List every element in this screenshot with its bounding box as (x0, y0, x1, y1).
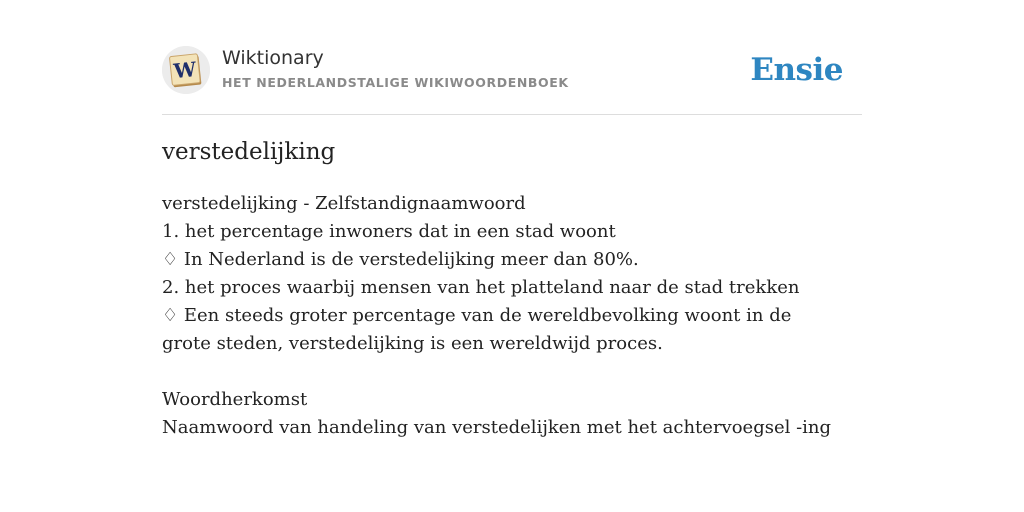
entry-word-class-line: verstedelijking - Zelfstandignaamwoord (162, 193, 526, 214)
entry-title: verstedelijking (162, 139, 336, 165)
site-header (162, 46, 862, 115)
etymology-heading: Woordherkomst (162, 389, 308, 410)
etymology-text: Naamwoord van handeling van verstedelijken met het achtervoegsel -ing (162, 417, 832, 438)
site-logo[interactable] (162, 46, 210, 94)
spacer (162, 358, 842, 386)
site-name[interactable]: Wiktionary (222, 47, 324, 69)
definition-2: 2. het proces waarbij mensen van het platteland naar de stad trekken (162, 277, 800, 298)
definition-1: 1. het percentage inwoners dat in een stad woont (162, 221, 616, 242)
example-1: ♢ In Nederland is de verstedelijking meer dan 80%. (162, 249, 639, 270)
wiktionary-w-tile-icon (162, 46, 210, 94)
site-subtitle: HET NEDERLANDSTALIGE WIKIWOORDENBOEK (222, 75, 569, 90)
logo-letter: W (172, 57, 198, 84)
ensie-brand-logo[interactable]: Ensie (750, 52, 843, 88)
entry-content (162, 190, 842, 442)
example-2: ♢ Een steeds groter percentage van de wereldbevolking woont in de grote steden, verstedelijking is een wereldwijd proces. (162, 305, 792, 354)
